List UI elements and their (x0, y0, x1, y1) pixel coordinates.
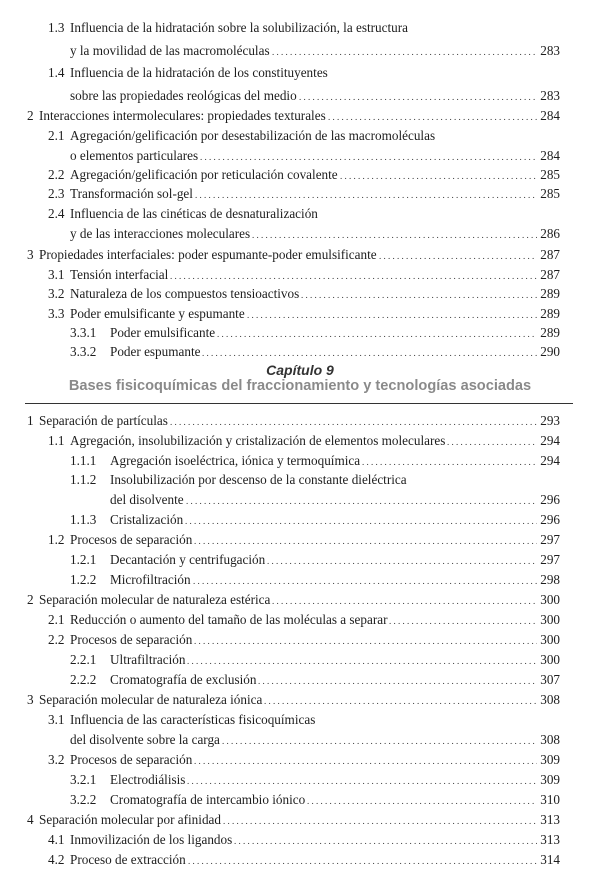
toc-entry-text: Naturaleza de los compuestos tensioactivos (70, 286, 300, 301)
chapter-divider (25, 403, 573, 404)
toc-entry (0, 411, 600, 431)
dot-leader (223, 810, 537, 830)
toc-entry-page: 307 (540, 672, 560, 687)
toc-entry-number: 3.2.1 (70, 772, 97, 787)
toc-entry-number: 1 (27, 413, 34, 428)
toc-entry (0, 630, 600, 650)
toc-entry-number: 1.1 (48, 433, 65, 448)
toc-entry-text: sobre las propiedades reológicas del medio (70, 88, 297, 103)
toc-entry-text: Insolubilización por descenso de la constante dieléctrica (110, 472, 407, 487)
dot-leader (200, 146, 537, 166)
toc-entry (0, 610, 600, 630)
toc-entry (0, 690, 600, 710)
toc-entry (0, 590, 600, 610)
dot-leader (195, 184, 537, 204)
toc-entry-text: Procesos de separación (70, 532, 193, 547)
toc-entry-text: Poder espumante (110, 344, 201, 359)
toc-entry-number: 3.3.2 (70, 344, 97, 359)
dot-leader (185, 510, 537, 530)
dot-leader (193, 570, 537, 590)
toc-entry-page: 310 (540, 792, 560, 807)
toc-entry-page: 289 (540, 286, 560, 301)
toc-entry (0, 810, 600, 830)
toc-entry-number: 4.1 (48, 832, 65, 847)
dot-leader (170, 411, 537, 431)
toc-entry-text: Transformación sol-gel (70, 186, 193, 201)
dot-leader (272, 590, 537, 610)
toc-entry-number: 2 (27, 592, 34, 607)
toc-entry-page: 300 (540, 652, 560, 667)
dot-leader (217, 323, 537, 343)
toc-entry (0, 470, 600, 490)
toc-entry-text: Influencia de las cinéticas de desnaturalización (70, 206, 318, 221)
toc-entry (0, 730, 600, 750)
toc-entry-text: Decantación y centrifugación (110, 552, 266, 567)
toc-entry-page: 308 (540, 692, 560, 707)
toc-entry-text: Separación molecular por afinidad (39, 812, 221, 827)
dot-leader (301, 284, 537, 304)
toc-entry (0, 431, 600, 451)
toc-entry-page: 289 (540, 306, 560, 321)
toc-entry-number: 1.1.1 (70, 453, 97, 468)
dot-leader (234, 830, 537, 850)
toc-entry-text: Procesos de separación (70, 752, 193, 767)
toc-entry-number: 3.1 (48, 267, 65, 282)
toc-entry-page: 283 (540, 88, 560, 103)
toc-entry (0, 451, 600, 471)
toc-entry-page: 287 (540, 267, 560, 282)
toc-entry-number: 4 (27, 812, 34, 827)
toc-entry-text: Poder emulsificante (110, 325, 216, 340)
toc-entry-text: del disolvente sobre la carga (70, 732, 220, 747)
toc-entry-page: 296 (540, 492, 560, 507)
toc-entry (0, 342, 600, 362)
toc-entry-page: 285 (540, 167, 560, 182)
toc-entry (0, 770, 600, 790)
toc-entry (0, 530, 600, 550)
toc-entry (0, 710, 600, 730)
toc-entry-text: Reducción o aumento del tamaño de las moléculas a separar (70, 612, 388, 627)
toc-entry-page: 308 (540, 732, 560, 747)
toc-entry-page: 309 (540, 772, 560, 787)
toc-entry-page: 309 (540, 752, 560, 767)
toc-entry-page: 300 (540, 592, 560, 607)
toc-entry (0, 18, 600, 38)
dot-leader (188, 850, 537, 870)
toc-entry-text: Agregación isoeléctrica, iónica y termoquímica (110, 453, 361, 468)
toc-entry (0, 850, 600, 870)
toc-entry-number: 1.1.2 (70, 472, 97, 487)
dot-leader (447, 431, 537, 451)
chapter-label: Capítulo 9 (266, 362, 334, 378)
toc-entry-number: 1.2 (48, 532, 65, 547)
dot-leader (362, 451, 537, 471)
toc-entry-number: 2.1 (48, 612, 65, 627)
toc-entry (0, 41, 600, 61)
dot-leader (194, 750, 537, 770)
toc-entry-page: 300 (540, 612, 560, 627)
toc-entry (0, 63, 600, 83)
toc-entry-text: Proceso de extracción (70, 852, 186, 867)
toc-entry-page: 293 (540, 413, 560, 428)
toc-entry-number: 1.4 (48, 65, 65, 80)
dot-leader (267, 550, 537, 570)
dot-leader (187, 650, 537, 670)
toc-entry-text: del disolvente (110, 492, 184, 507)
toc-entry-text: Inmovilización de los ligandos (70, 832, 233, 847)
toc-entry-text: y la movilidad de las macromoléculas (70, 43, 270, 58)
toc-entry-page: 313 (540, 812, 560, 827)
toc-entry-page: 296 (540, 512, 560, 527)
toc-entry-number: 3 (27, 692, 34, 707)
toc-entry (0, 284, 600, 304)
toc-entry-number: 1.3 (48, 20, 65, 35)
toc-entry-number: 3.2 (48, 752, 65, 767)
dot-leader (272, 41, 537, 61)
toc-entry-number: 2.2 (48, 632, 65, 647)
toc-entry-number: 3.3 (48, 306, 65, 321)
toc-entry-text: Tensión interfacial (70, 267, 169, 282)
dot-leader (186, 490, 537, 510)
chapter-title: Bases fisicoquímicas del fraccionamiento y tecnologías asociadas (68, 378, 532, 394)
toc-entry-number: 2.3 (48, 186, 65, 201)
toc-entry-text: Poder emulsificante y espumante (70, 306, 245, 321)
dot-leader (299, 86, 537, 106)
toc-entry (0, 204, 600, 224)
toc-entry-number: 3.3.1 (70, 325, 97, 340)
toc-entry-text: Influencia de la hidratación sobre la solubilización, la estructura (70, 20, 408, 35)
toc-entry-page: 284 (540, 148, 560, 163)
dot-leader (194, 530, 537, 550)
toc-entry-page: 314 (540, 852, 560, 867)
toc-entry-text: Interacciones intermoleculares: propiedades texturales (39, 108, 326, 123)
toc-entry-text: Procesos de separación (70, 632, 193, 647)
toc-entry-text: Electrodiálisis (110, 772, 186, 787)
toc-entry (0, 184, 600, 204)
toc-entry-number: 2.2.1 (70, 652, 97, 667)
toc-entry-text: Ultrafiltración (110, 652, 186, 667)
toc-entry-number: 1.2.1 (70, 552, 97, 567)
toc-entry-page: 283 (540, 43, 560, 58)
toc-entry (0, 490, 600, 510)
toc-entry-number: 2.4 (48, 206, 65, 221)
toc-entry-text: o elementos particulares (70, 148, 199, 163)
toc-entry-page: 294 (540, 453, 560, 468)
dot-leader (328, 106, 537, 126)
toc-entry-text: Agregación, insolubilización y cristalización de elementos moleculares (70, 433, 446, 448)
toc-entry (0, 245, 600, 265)
toc-entry (0, 570, 600, 590)
toc-entry (0, 86, 600, 106)
dot-leader (202, 342, 537, 362)
toc-entry (0, 304, 600, 324)
toc-entry (0, 106, 600, 126)
toc-entry-number: 1.2.2 (70, 572, 97, 587)
toc-entry (0, 126, 600, 146)
toc-entry (0, 790, 600, 810)
toc-entry-text: Propiedades interfaciales: poder espumante-poder emulsificante (39, 247, 377, 262)
toc-entry-page: 284 (540, 108, 560, 123)
toc-entry-page: 287 (540, 247, 560, 262)
toc-entry-page: 313 (540, 832, 560, 847)
toc-entry-page: 297 (540, 552, 560, 567)
toc-entry (0, 670, 600, 690)
toc-entry (0, 146, 600, 166)
toc-entry (0, 830, 600, 850)
toc-entry-page: 286 (540, 226, 560, 241)
toc-entry-page: 294 (540, 433, 560, 448)
toc-entry (0, 323, 600, 343)
dot-leader (194, 630, 537, 650)
dot-leader (264, 690, 537, 710)
toc-entry-text: Agregación/gelificación por desestabilización de las macromoléculas (70, 128, 436, 143)
dot-leader (389, 610, 537, 630)
toc-entry-number: 3.2 (48, 286, 65, 301)
toc-entry-page: 298 (540, 572, 560, 587)
toc-entry (0, 165, 600, 185)
toc-entry-number: 1.1.3 (70, 512, 97, 527)
toc-entry (0, 224, 600, 244)
toc-entry (0, 650, 600, 670)
toc-entry-text: Influencia de las características fisicoquímicas (70, 712, 316, 727)
toc-entry-text: Cromatografía de intercambio iónico (110, 792, 306, 807)
toc-entry-text: Separación de partículas (39, 413, 168, 428)
toc-entry-text: Separación molecular de naturaleza estérica (39, 592, 271, 607)
toc-entry-text: Agregación/gelificación por reticulación covalente (70, 167, 338, 182)
dot-leader (222, 730, 537, 750)
toc-entry-number: 4.2 (48, 852, 65, 867)
toc-entry-number: 3 (27, 247, 34, 262)
toc-entry-text: Cromatografía de exclusión (110, 672, 257, 687)
toc-entry-text: Separación molecular de naturaleza iónica (39, 692, 263, 707)
toc-entry-number: 2.2 (48, 167, 65, 182)
dot-leader (258, 670, 537, 690)
dot-leader (170, 265, 537, 285)
toc-entry-page: 290 (540, 344, 560, 359)
toc-entry-text: Influencia de la hidratación de los constituyentes (70, 65, 328, 80)
toc-entry-text: Cristalización (110, 512, 184, 527)
dot-leader (187, 770, 537, 790)
toc-entry-page: 285 (540, 186, 560, 201)
toc-entry-number: 2.1 (48, 128, 65, 143)
toc-entry (0, 265, 600, 285)
toc-entry-number: 3.2.2 (70, 792, 97, 807)
toc-entry-page: 300 (540, 632, 560, 647)
dot-leader (247, 304, 537, 324)
toc-entry (0, 750, 600, 770)
dot-leader (307, 790, 537, 810)
toc-entry-number: 2.2.2 (70, 672, 97, 687)
toc-entry (0, 510, 600, 530)
dot-leader (252, 224, 537, 244)
toc-entry-text: Microfiltración (110, 572, 191, 587)
toc-entry-text: y de las interacciones moleculares (70, 226, 251, 241)
dot-leader (340, 165, 537, 185)
toc-entry-page: 297 (540, 532, 560, 547)
toc-entry-number: 2 (27, 108, 34, 123)
dot-leader (379, 245, 537, 265)
toc-entry-number: 3.1 (48, 712, 65, 727)
toc-entry-page: 289 (540, 325, 560, 340)
toc-entry (0, 550, 600, 570)
